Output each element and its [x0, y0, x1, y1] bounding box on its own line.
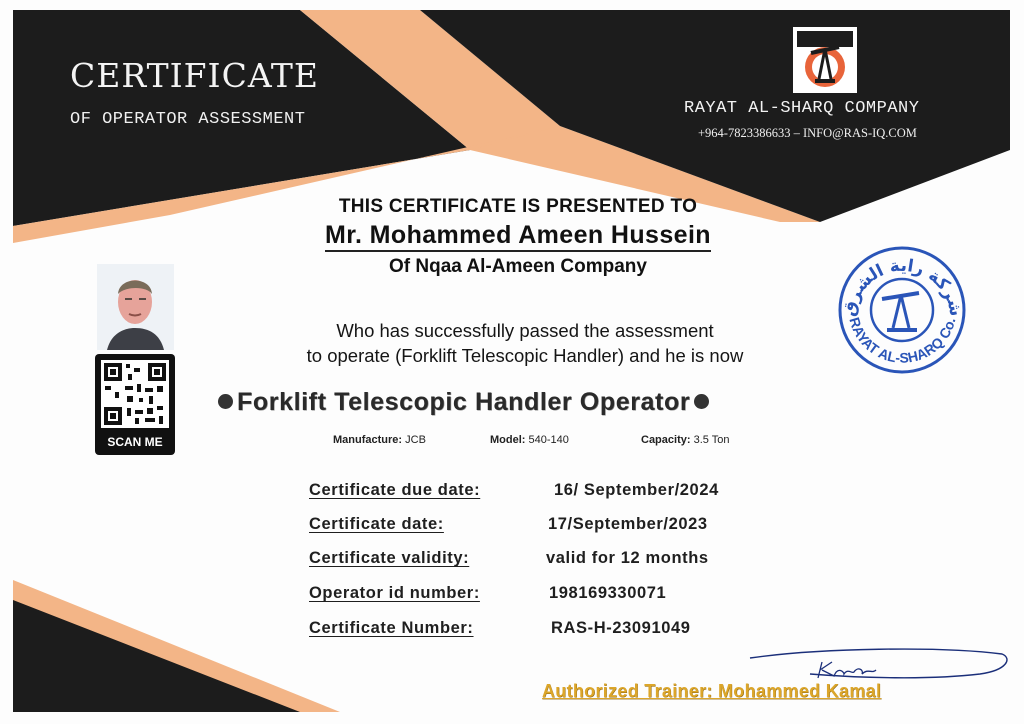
company-contact: +964-7823386633 – INFO@RAS-IQ.COM: [698, 126, 917, 140]
qr-code-icon: [101, 360, 169, 428]
role-text: Forklift Telescopic Handler Operator: [237, 388, 691, 416]
detail-label-validity: Certificate validity:: [309, 549, 470, 567]
detail-value-date: 17/September/2023: [548, 515, 708, 533]
detail-label-date: Certificate date:: [309, 515, 444, 533]
detail-label-operator-id: Operator id number:: [309, 584, 480, 602]
company-stamp-icon: [835, 242, 970, 377]
detail-value-due-date: 16/ September/2024: [554, 481, 719, 499]
certificate-subtitle: OF OPERATOR ASSESSMENT: [70, 110, 306, 129]
operator-photo: [97, 264, 174, 350]
recipient-organization: Of Nqaa Al-Ameen Company: [389, 256, 647, 277]
stamp-arabic-path: شركة راية الشرق: [839, 255, 966, 319]
assessment-line-1: Who has successfully passed the assessment: [336, 320, 714, 341]
qr-code-badge[interactable]: [95, 354, 175, 455]
spec-manufacture-label: Manufacture:: [333, 434, 403, 446]
spec-manufacture-value: JCB: [405, 434, 426, 446]
role-title: [214, 388, 844, 417]
recipient-name-wrap: [268, 221, 768, 250]
stamp-latin-path: RAYAT AL-SHARQ Co.: [846, 315, 959, 366]
detail-value-operator-id: 198169330071: [549, 584, 667, 602]
bullet-icon: [694, 394, 709, 409]
detail-label-due-date: Certificate due date:: [309, 481, 481, 499]
presented-heading: THIS CERTIFICATE IS PRESENTED TO: [338, 196, 698, 217]
assessment-line-2: to operate (Forklift Telescopic Handler) and he is now: [306, 345, 744, 366]
spec-model: [490, 434, 569, 446]
qr-scan-label: SCAN ME: [107, 435, 163, 449]
bullet-icon: [218, 394, 233, 409]
spec-capacity-value: 3.5 Ton: [693, 434, 730, 446]
detail-value-validity: valid for 12 months: [546, 549, 709, 567]
authorized-trainer: Authorized Trainer: Mohammed Kamal: [542, 681, 882, 701]
detail-label-certificate-number: Certificate Number:: [309, 619, 474, 637]
oil-pump-gear-logo-icon: [793, 27, 857, 93]
detail-value-certificate-number: RAS-H-23091049: [551, 619, 691, 637]
spec-capacity: [641, 434, 729, 446]
spec-manufacture: [333, 434, 426, 446]
company-name: RAYAT AL-SHARQ COMPANY: [684, 99, 920, 118]
spec-model-label: Model:: [490, 434, 526, 446]
recipient-name: Mr. Mohammed Ameen Hussein: [325, 221, 711, 252]
spec-capacity-label: Capacity:: [641, 434, 691, 446]
qr-code: [101, 360, 169, 428]
certificate-title: CERTIFICATE: [70, 56, 319, 95]
spec-model-value: 540-140: [528, 434, 569, 446]
operator-portrait-icon: [97, 264, 174, 350]
